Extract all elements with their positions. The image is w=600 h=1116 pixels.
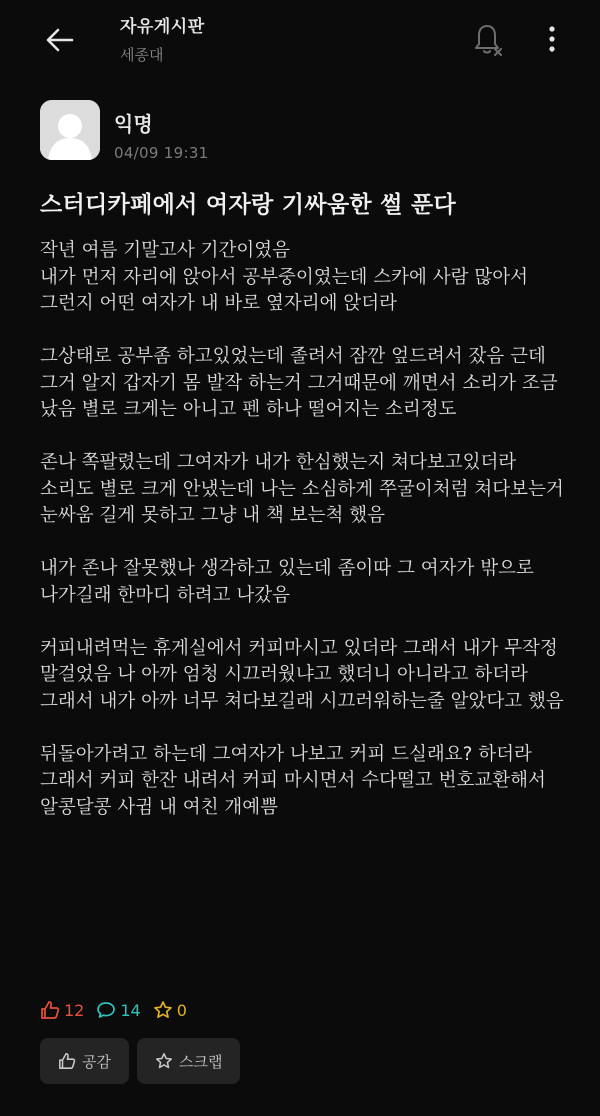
post-body: [40, 238, 568, 848]
scrap-button-label: 스크랩: [178, 1052, 223, 1071]
post-date: 04/09 19:31: [114, 144, 209, 162]
like-button[interactable]: [40, 1038, 129, 1084]
post-paragraph: 그상태로 공부좀 하고있었는데 졸려서 잠깐 엎드려서 잤음 근데 그거 알지 갑자기 몸 발작 하는거 그거때문에 깨면서 소리가 조금 났음 별로 크게는 아니고 펜 하나 떨어지는 소리정도: [40, 346, 564, 420]
post-paragraph: 커피내려먹는 휴게실에서 커피마시고 있더라 그래서 내가 무작정 말걸었음 나 아까 엄청 시끄러웠냐고 했더니 아니라고 하더라 그래서 내가 아까 너무 쳐다보길래 시끄러워하는줄 알았다고 했음: [40, 637, 564, 712]
post-actions: [40, 1038, 248, 1084]
school-name: 세종대: [120, 46, 164, 64]
thumbs-up-icon: [58, 1052, 76, 1070]
arrow-left-icon: [45, 27, 75, 53]
speech-bubble-icon: [96, 1000, 116, 1020]
like-count-value: 12: [64, 1000, 85, 1020]
comment-count: [96, 1000, 140, 1020]
thumbs-up-icon: [40, 1000, 60, 1020]
like-button-label: 공감: [82, 1052, 111, 1071]
notification-toggle-button[interactable]: [470, 18, 506, 58]
more-vertical-icon: [548, 26, 556, 52]
post-paragraph: 존나 쪽팔렸는데 그여자가 내가 한심했는지 쳐다보고있더라 소리도 별로 크게 안냈는데 나는 소심하게 쭈굴이처럼 쳐다보는거 눈싸움 길게 못하고 그냥 내 책 보는척 했음: [40, 452, 570, 526]
post-title: 스터디카페에서 여자랑 기싸움한 썰 푼다: [40, 192, 457, 218]
comment-count-value: 14: [120, 1000, 141, 1020]
author-name: 익명: [114, 112, 153, 136]
avatar: [40, 100, 100, 160]
post-paragraph: 작년 여름 기말고사 기간이였음 내가 먼저 자리에 앉아서 공부중이였는데 스카에 사람 많아서 그런지 어떤 여자가 내 바로 옆자리에 앉더라: [40, 240, 528, 314]
back-button[interactable]: [40, 22, 80, 58]
anonymous-profile-icon: [40, 100, 100, 160]
more-options-button[interactable]: [538, 20, 566, 58]
scrap-count-value: 0: [176, 1000, 187, 1020]
post-paragraph: 내가 존나 잘못했나 생각하고 있는데 좀이따 그 여자가 밖으로 나가길래 한마디 하려고 나갔음: [40, 558, 540, 606]
post-paragraph: 뒤돌아가려고 하는데 그여자가 나보고 커피 드실래요? 하더라 그래서 커피 한잔 내려서 커피 마시면서 수다떨고 번호교환해서 알콩달콩 사귐 내 여친 개예쁨: [40, 743, 552, 818]
like-count: [40, 1000, 84, 1020]
bell-off-icon: [472, 20, 504, 56]
post-stats: [40, 998, 199, 1022]
board-title: 자유게시판: [120, 17, 205, 37]
top-bar: [0, 0, 600, 80]
scrap-count: [153, 1000, 187, 1020]
star-icon: [155, 1052, 173, 1070]
star-icon: [153, 1000, 173, 1020]
scrap-button[interactable]: [137, 1038, 240, 1084]
